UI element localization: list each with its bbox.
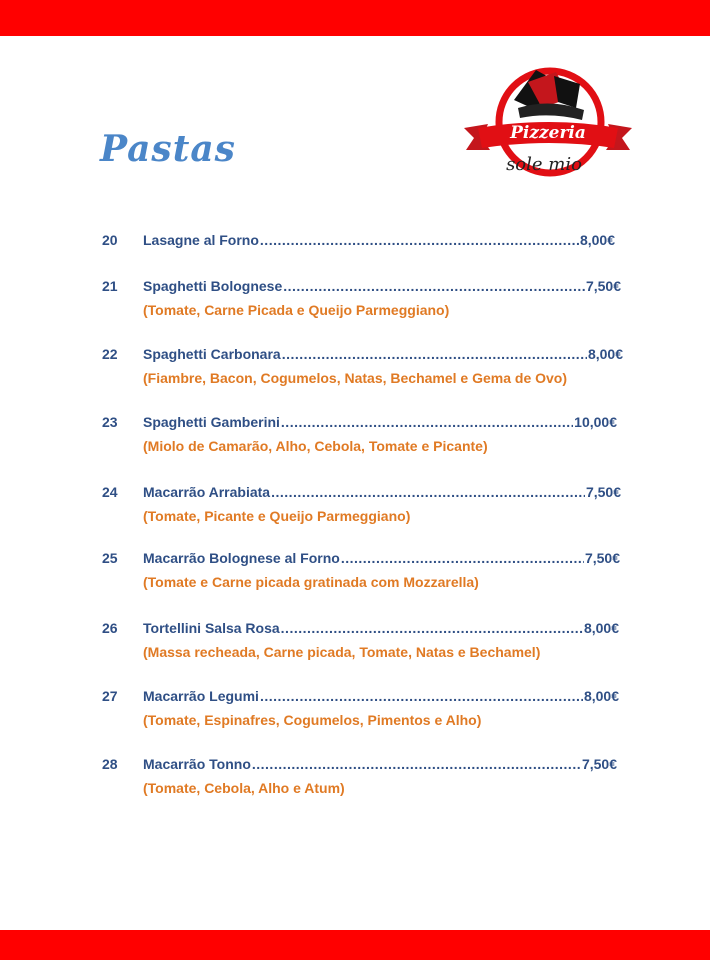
item-line: [143, 232, 615, 248]
item-price: 7,50€: [584, 550, 620, 566]
pizzeria-logo-icon: [462, 58, 634, 186]
item-price: 8,00€: [587, 346, 623, 362]
item-price: 7,50€: [585, 278, 621, 294]
item-name: Macarrão Arrabiata: [143, 484, 271, 500]
item-price: 8,00€: [579, 232, 615, 248]
dot-leader: [283, 278, 585, 294]
item-line: [143, 550, 620, 566]
item-number: 26: [102, 620, 118, 636]
item-number: 25: [102, 550, 118, 566]
dot-leader: [282, 346, 587, 362]
item-description: (Tomate, Picante e Queijo Parmeggiano): [143, 508, 411, 524]
item-name: Macarrão Tonno: [143, 756, 251, 772]
dot-leader: [260, 688, 583, 704]
dot-leader: [281, 620, 583, 636]
dot-leader: [341, 550, 584, 566]
item-price: 8,00€: [583, 620, 619, 636]
dot-leader: [271, 484, 585, 500]
dot-leader: [281, 414, 573, 430]
logo-brand-text: Pizzeria: [510, 123, 586, 143]
item-description: (Tomate, Carne Picada e Queijo Parmeggiano): [143, 302, 450, 318]
item-name: Tortellini Salsa Rosa: [143, 620, 280, 636]
item-price: 7,50€: [581, 756, 617, 772]
item-name: Lasagne al Forno: [143, 232, 259, 248]
dot-leader: [260, 232, 579, 248]
item-line: [143, 756, 617, 772]
item-line: [143, 346, 623, 362]
item-line: [143, 688, 619, 704]
item-price: 7,50€: [585, 484, 621, 500]
item-number: 28: [102, 756, 118, 772]
bottom-red-band: [0, 930, 710, 960]
logo-name-text: sole mio: [506, 154, 582, 175]
item-description: (Miolo de Camarão, Alho, Cebola, Tomate e Picante): [143, 438, 488, 454]
item-name: Spaghetti Bolognese: [143, 278, 283, 294]
item-price: 10,00€: [574, 414, 617, 430]
item-line: [143, 620, 619, 636]
top-red-band: [0, 0, 710, 36]
item-description: (Massa recheada, Carne picada, Tomate, Natas e Bechamel): [143, 644, 541, 660]
item-line: [143, 278, 621, 294]
logo-tagline-text: Restaurante Italiano: [517, 144, 579, 151]
item-description: (Tomate, Espinafres, Cogumelos, Pimentos e Alho): [143, 712, 482, 728]
item-number: 23: [102, 414, 118, 430]
item-name: Macarrão Bolognese al Forno: [143, 550, 340, 566]
restaurant-logo: [462, 58, 634, 186]
item-description: (Tomate, Cebola, Alho e Atum): [143, 780, 345, 796]
item-price: 8,00€: [583, 688, 619, 704]
item-description: (Tomate e Carne picada gratinada com Mozzarella): [143, 574, 479, 590]
item-name: Macarrão Legumi: [143, 688, 259, 704]
item-description: (Fiambre, Bacon, Cogumelos, Natas, Bechamel e Gema de Ovo): [143, 370, 568, 386]
item-name: Spaghetti Carbonara: [143, 346, 281, 362]
item-number: 24: [102, 484, 118, 500]
page-title: Pastas: [100, 128, 236, 170]
item-name: Spaghetti Gamberini: [143, 414, 280, 430]
item-number: 21: [102, 278, 118, 294]
item-line: [143, 484, 621, 500]
dot-leader: [252, 756, 581, 772]
item-line: [143, 414, 617, 430]
item-number: 22: [102, 346, 118, 362]
item-number: 20: [102, 232, 118, 248]
item-number: 27: [102, 688, 118, 704]
